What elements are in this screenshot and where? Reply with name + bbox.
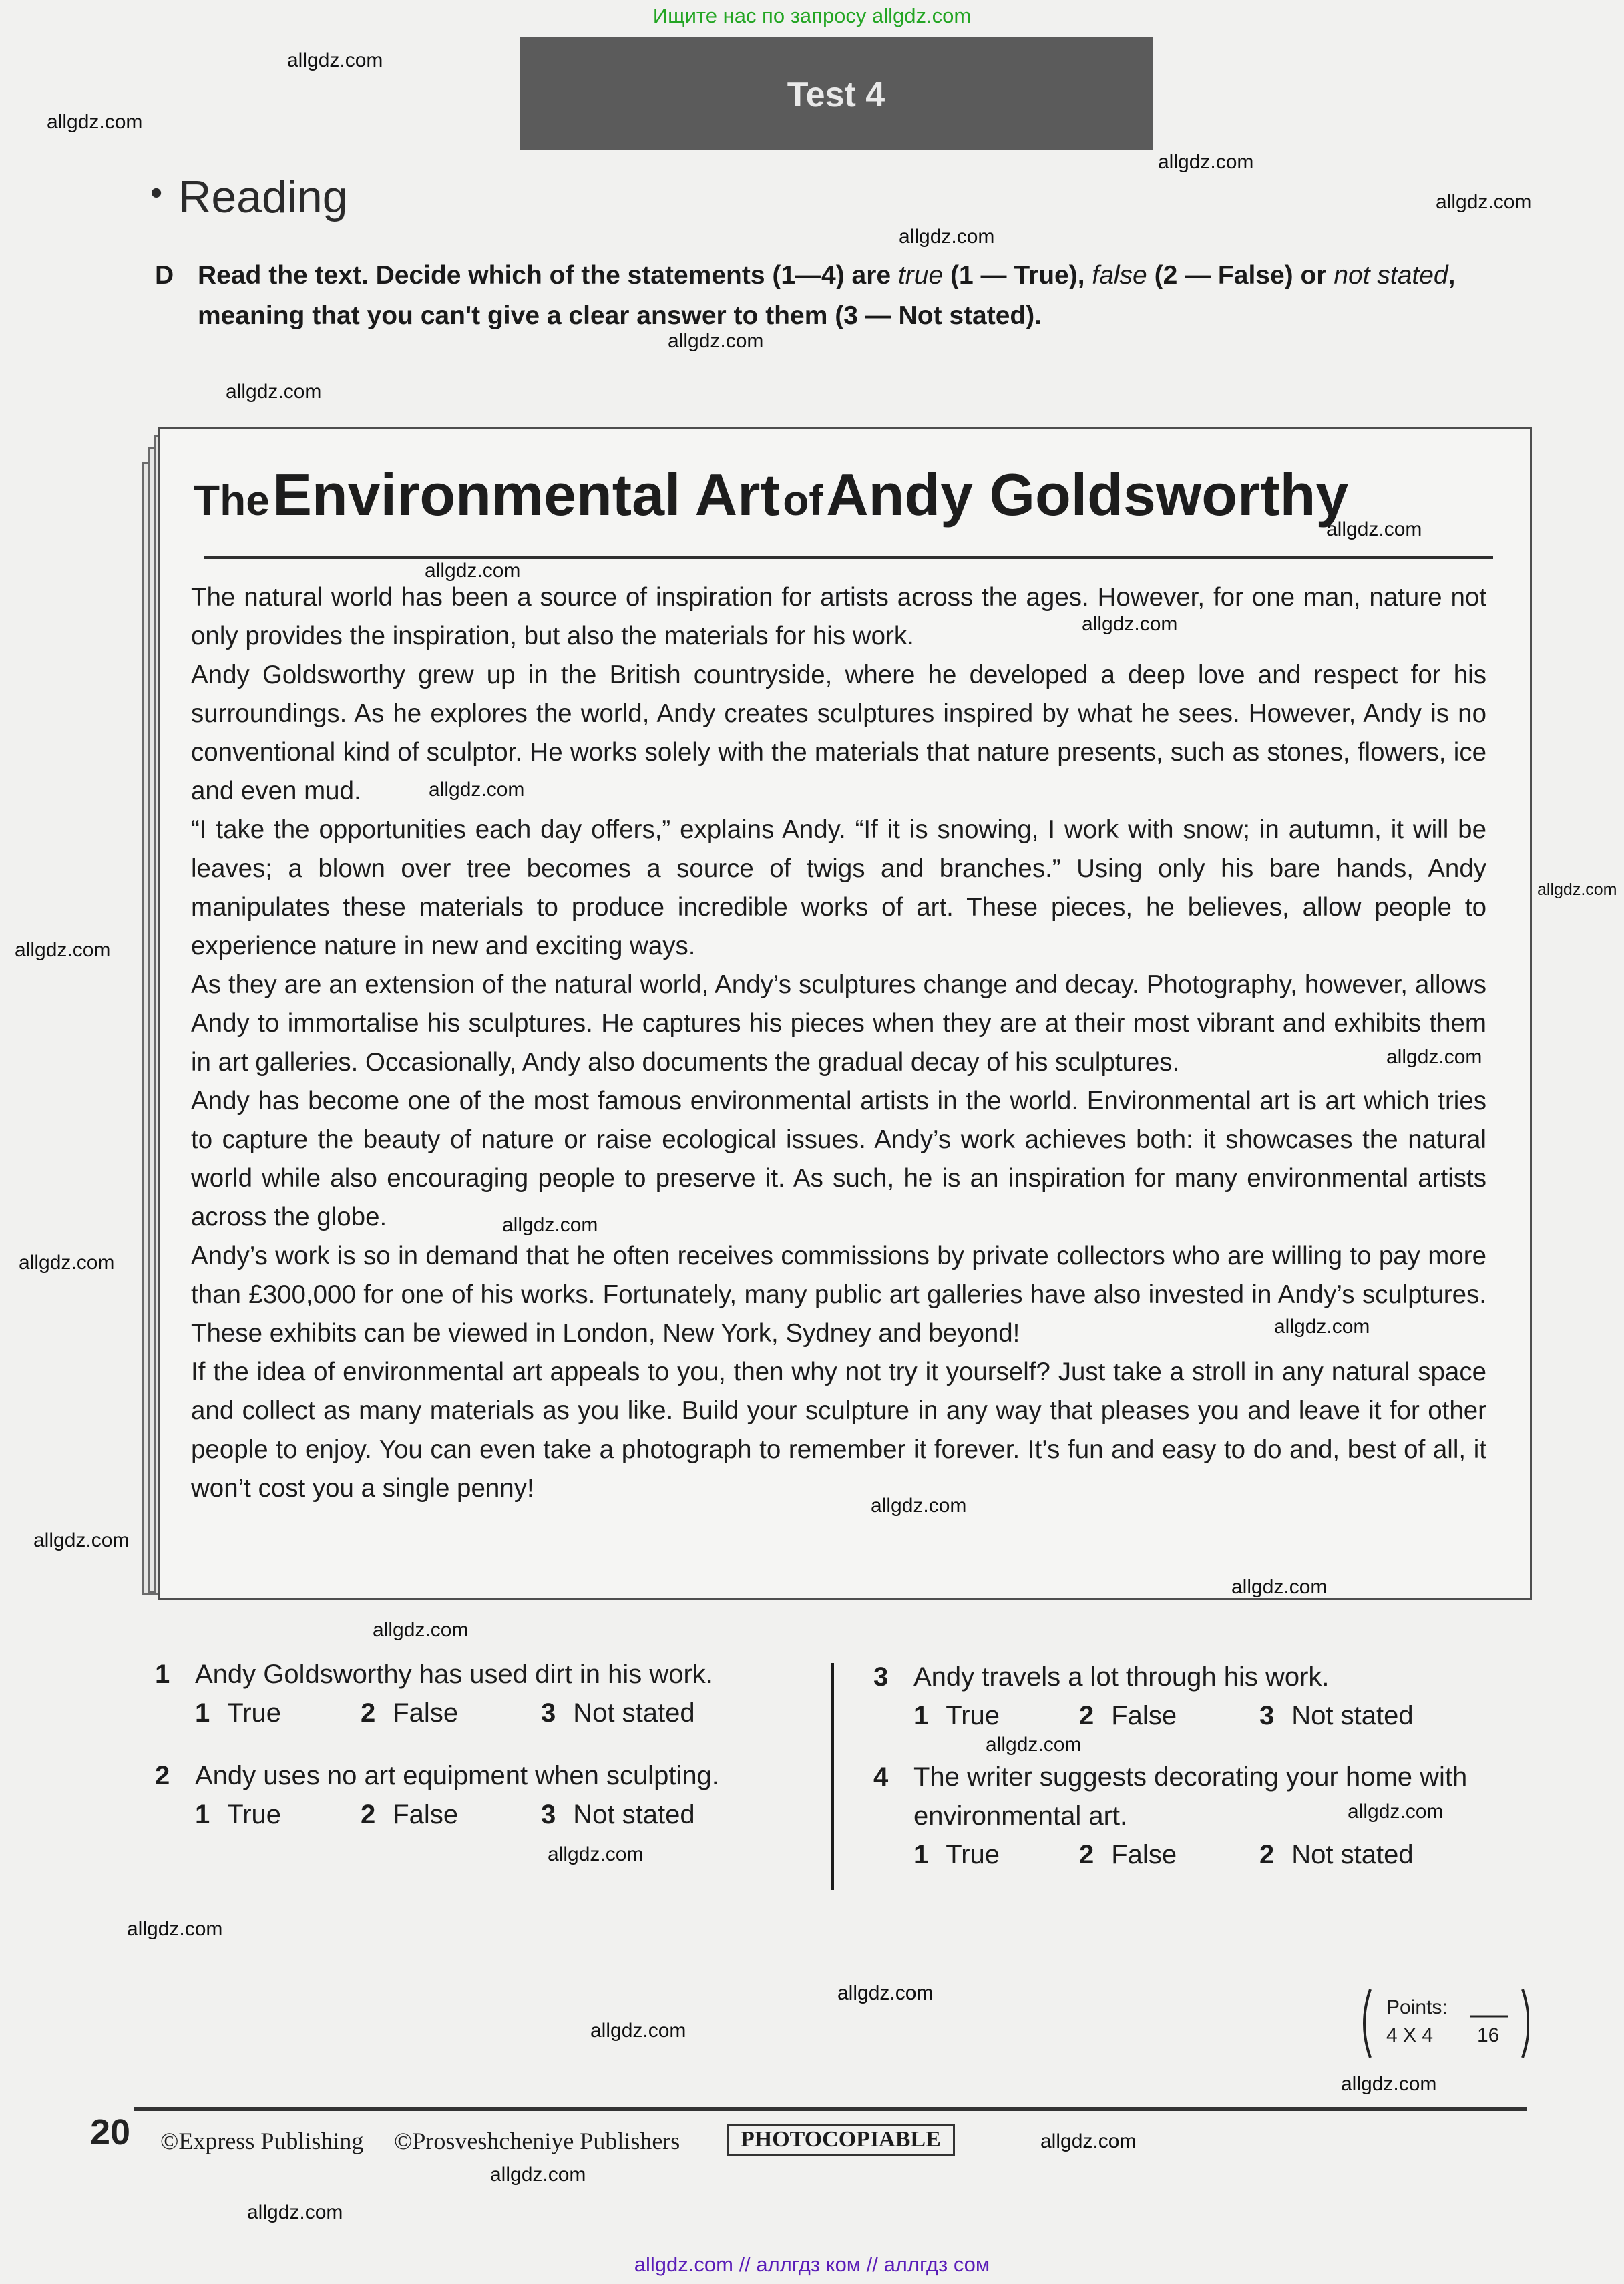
watermark[interactable]: allgdz.com bbox=[1341, 2073, 1437, 2095]
watermark[interactable]: allgdz.com bbox=[1386, 1046, 1482, 1068]
watermark[interactable]: allgdz.com bbox=[247, 2201, 343, 2223]
watermark[interactable]: allgdz.com bbox=[1537, 880, 1617, 899]
article-paragraph: The natural world has been a source of inspiration for artists across the ages. However, for one man, nature not only provides the inspiration, but also the materials for his work. bbox=[191, 583, 1486, 650]
watermark[interactable]: allgdz.com bbox=[1082, 613, 1178, 635]
question-1: 1 Andy Goldsworthy has used dirt in his work. 1 True 2 False 3 Not stated bbox=[155, 1655, 823, 1732]
top-banner[interactable]: Ищите нас по запросу allgdz.com bbox=[652, 4, 972, 27]
watermark[interactable]: allgdz.com bbox=[1158, 151, 1254, 173]
article-paragraph: “I take the opportunities each day offers,” explains Andy. “If it is snowing, I work with snow; in autumn, it will be leaves; a blown over tree becomes a source of twigs and branches.” Using only his bare hands, Andy manipulates these materials to produce incredible works of art. These pieces, he believes, allow people to experience nature in new and exciting ways. bbox=[191, 815, 1486, 960]
publisher-prosveshcheniye: ©Prosveshcheniye Publishers bbox=[394, 2128, 680, 2154]
watermark[interactable]: allgdz.com bbox=[871, 1495, 967, 1517]
option-not-stated[interactable]: 3 Not stated bbox=[541, 1800, 695, 1829]
question-1-options bbox=[155, 1694, 823, 1732]
task-letter: D bbox=[155, 261, 174, 290]
article-title: The Environmental Art of Andy Goldsworthy bbox=[194, 461, 1349, 528]
watermark[interactable]: allgdz.com bbox=[1040, 2130, 1137, 2152]
watermark[interactable]: allgdz.com bbox=[899, 226, 995, 248]
article-paragraph: If the idea of environmental art appeals to you, then why not try it yourself? Just take a stroll in any natural space and collect as many materials as you like. Build your sculpture in any way that pleases you and leave it for other people to enjoy. You can even take a photograph to remember it forever. It’s fun and easy to do and, best of all, it won’t cost you a single penny! bbox=[191, 1358, 1486, 1503]
article-paragraph: Andy’s work is so in demand that he often receives commissions by private collectors who are willing to pay more than £300,000 for one of his works. Fortunately, many public art galleries have also invested in Andy’s sculptures. These exhibits can be viewed in London, New York, Sydney and beyond! bbox=[191, 1242, 1486, 1348]
watermark[interactable]: allgdz.com bbox=[502, 1214, 598, 1236]
question-column-divider bbox=[831, 1663, 834, 1890]
footer-rule bbox=[134, 2107, 1527, 2111]
publisher-express: ©Express Publishing bbox=[160, 2128, 364, 2154]
option-true[interactable]: 1 True bbox=[195, 1800, 282, 1829]
watermark[interactable]: allgdz.com bbox=[1326, 518, 1422, 540]
title-underline bbox=[204, 556, 1493, 559]
option-not-stated[interactable]: 3 Not stated bbox=[1259, 1701, 1414, 1730]
bottom-banner[interactable]: allgdz.com // аллгдз ком // аллгдз сом bbox=[634, 2253, 990, 2276]
option-not-stated[interactable]: 3 Not stated bbox=[541, 1698, 695, 1728]
task-instructions: D Read the text. Decide which of the statements (1—4) are true (1 — True), false (2 — False) or not stated, meaning that you can't give a clear answer to them (3 — Not stated). bbox=[155, 256, 1531, 336]
option-false[interactable]: 2 False bbox=[361, 1800, 459, 1829]
bullet-icon: • bbox=[150, 174, 163, 212]
question-4-options bbox=[873, 1835, 1528, 1874]
option-false[interactable]: 2 False bbox=[1079, 1701, 1177, 1730]
option-true[interactable]: 1 True bbox=[914, 1840, 1000, 1869]
article-paragraph: Andy has become one of the most famous environmental artists in the world. Environmental art is art which tries to capture the beauty of nature or raise ecological issues. Andy’s work achieves both: it showcases the natural world while also encouraging people to preserve it. As such, he is an inspiration for many environmental artists across the globe. bbox=[191, 1087, 1486, 1231]
question-2: 2 Andy uses no art equipment when sculpting. 1 True 2 False 3 Not stated bbox=[155, 1756, 823, 1834]
points-total: 16 bbox=[1477, 2024, 1500, 2046]
watermark[interactable]: allgdz.com bbox=[837, 1982, 934, 2004]
article-paragraph: Andy Goldsworthy grew up in the British countryside, where he developed a deep love and respect for his surroundings. As he explores the world, Andy creates sculptures inspired by what he sees. However, Andy is no conventional kind of sculptor. He works solely with the materials that nature presents, such as stones, flowers, ice and even mud. bbox=[191, 660, 1486, 805]
option-not-stated[interactable]: 2 Not stated bbox=[1259, 1840, 1414, 1869]
option-false[interactable]: 2 False bbox=[361, 1698, 459, 1728]
watermark[interactable]: allgdz.com bbox=[1436, 191, 1532, 213]
question-2-options bbox=[155, 1795, 823, 1834]
watermark[interactable]: allgdz.com bbox=[47, 111, 143, 133]
watermark[interactable]: allgdz.com bbox=[590, 2020, 686, 2042]
watermark[interactable]: allgdz.com bbox=[127, 1918, 223, 1940]
watermark[interactable]: allgdz.com bbox=[548, 1843, 644, 1865]
section-title: Reading bbox=[178, 172, 348, 222]
article-body bbox=[191, 578, 1486, 1508]
watermark[interactable]: allgdz.com bbox=[33, 1529, 130, 1551]
points-formula: 4 X 4 bbox=[1386, 2024, 1434, 2046]
points-label: Points: bbox=[1386, 1996, 1448, 2018]
question-3-options bbox=[873, 1696, 1528, 1735]
option-false[interactable]: 2 False bbox=[1079, 1840, 1177, 1869]
watermark[interactable]: allgdz.com bbox=[19, 1252, 115, 1274]
watermark[interactable]: allgdz.com bbox=[986, 1734, 1082, 1756]
watermark[interactable]: allgdz.com bbox=[287, 49, 383, 71]
watermark[interactable]: allgdz.com bbox=[226, 381, 322, 403]
article-paragraph: As they are an extension of the natural world, Andy’s sculptures change and decay. Photography, however, allows Andy to immortalise his sculptures. He captures his pieces when they are at their most vibrant and exhibits them in art galleries. Occasionally, Andy also documents the gradual decay of his sculptures. bbox=[191, 970, 1486, 1077]
page-number: 20 bbox=[90, 2112, 131, 2152]
watermark[interactable]: allgdz.com bbox=[1348, 1800, 1444, 1823]
section-heading bbox=[150, 171, 348, 223]
watermark[interactable]: allgdz.com bbox=[490, 2164, 586, 2186]
option-true[interactable]: 1 True bbox=[914, 1701, 1000, 1730]
question-3: 3 Andy travels a lot through his work. 1 True 2 False 3 Not stated bbox=[873, 1658, 1528, 1735]
watermark[interactable]: allgdz.com bbox=[425, 560, 521, 582]
option-true[interactable]: 1 True bbox=[195, 1698, 282, 1728]
watermark[interactable]: allgdz.com bbox=[373, 1619, 469, 1641]
test-title: Test 4 bbox=[787, 75, 885, 114]
watermark[interactable]: allgdz.com bbox=[1274, 1316, 1370, 1338]
photocopiable-label: PHOTOCOPIABLE bbox=[727, 2124, 955, 2156]
watermark[interactable]: allgdz.com bbox=[1231, 1576, 1328, 1598]
question-4: 4 The writer suggests decorating your home with environmental art. 1 True 2 False 2 Not stated bbox=[873, 1758, 1528, 1874]
watermark[interactable]: allgdz.com bbox=[668, 330, 764, 352]
watermark[interactable]: allgdz.com bbox=[15, 939, 111, 961]
watermark[interactable]: allgdz.com bbox=[429, 779, 525, 801]
